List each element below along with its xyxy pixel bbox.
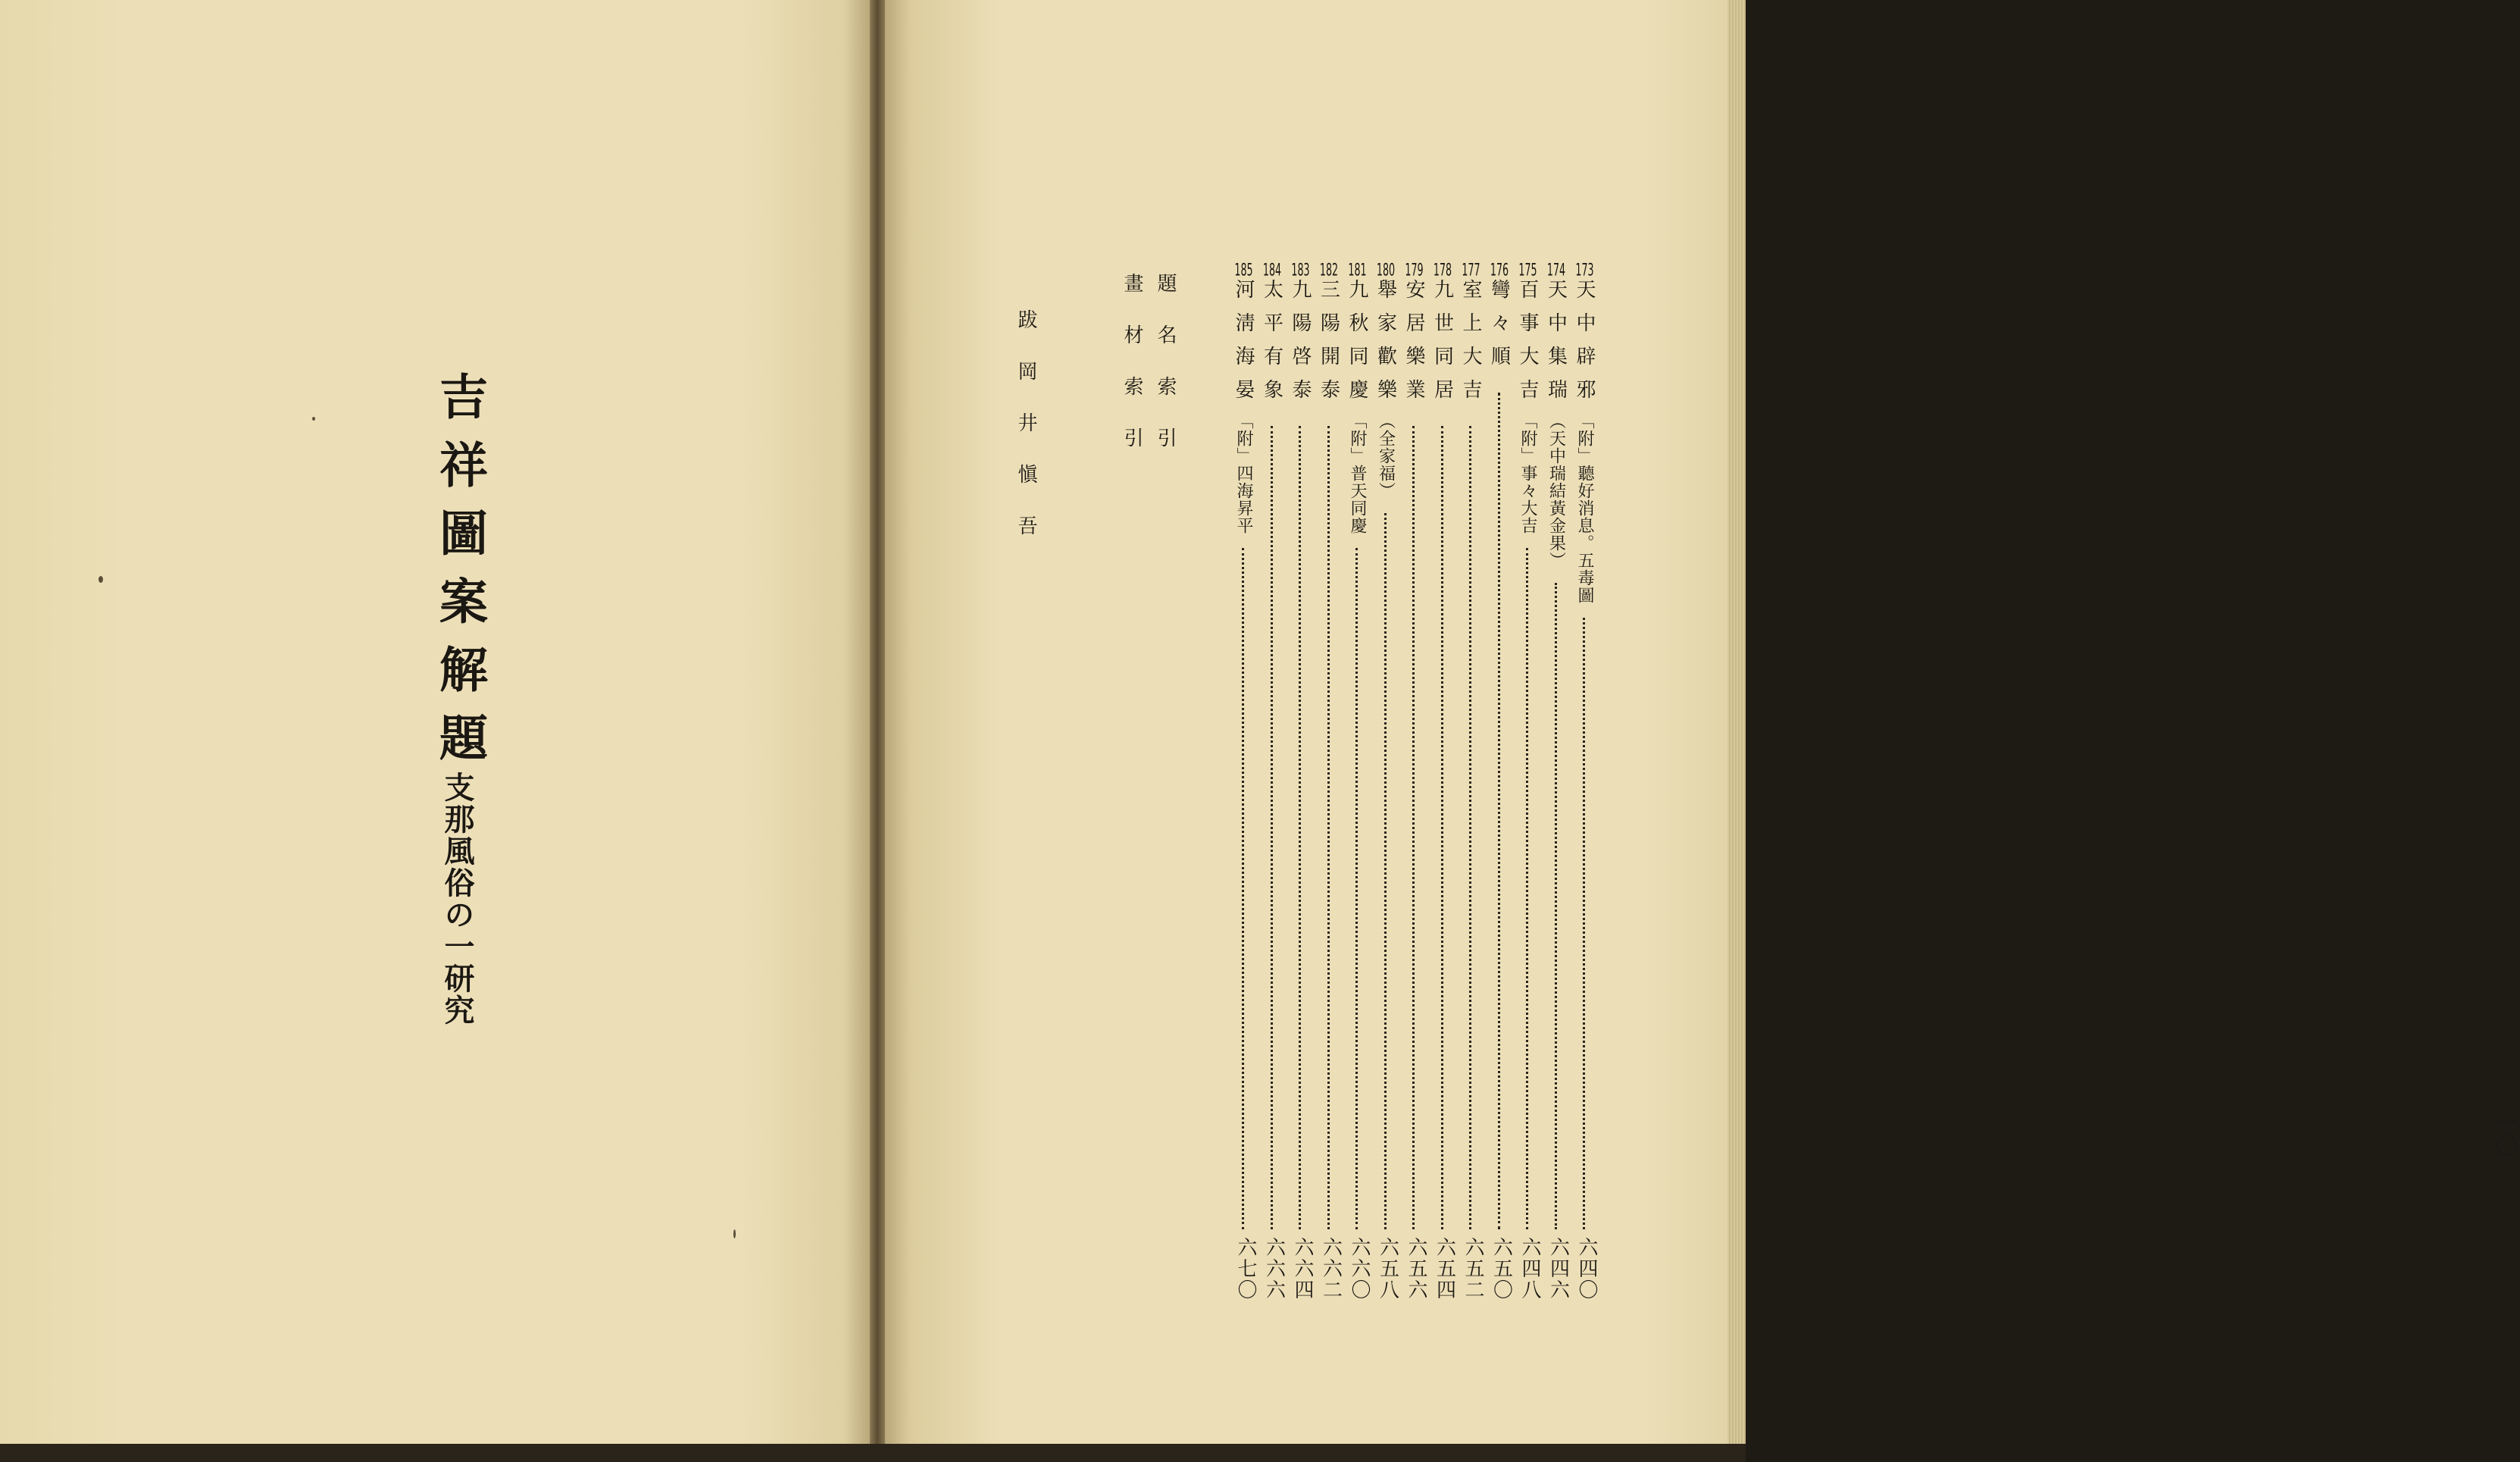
toc-entry-number: 177 bbox=[1462, 262, 1480, 279]
toc-entry-number: 174 bbox=[1546, 262, 1566, 279]
paper-speck bbox=[312, 417, 315, 421]
toc-entry-note: 「附」普天同慶 bbox=[1348, 412, 1367, 534]
toc-entry bbox=[1232, 262, 1255, 534]
index-title-names: 題名索引 bbox=[1154, 273, 1177, 479]
toc-entry-note: 「附」四海昇平 bbox=[1234, 412, 1253, 534]
toc-entry bbox=[1261, 262, 1283, 412]
toc-page-number: 六六二 bbox=[1319, 1237, 1343, 1301]
left-page bbox=[0, 0, 870, 1462]
toc-entry bbox=[1545, 262, 1568, 569]
paper-speck bbox=[733, 1229, 736, 1238]
toc-entry-title: 九秋同慶 bbox=[1346, 279, 1368, 412]
toc-page-number: 六五八 bbox=[1376, 1237, 1399, 1301]
toc-leader-dots bbox=[1441, 426, 1443, 1229]
toc-leader-dots bbox=[1384, 513, 1387, 1229]
toc-entry-number: 182 bbox=[1319, 262, 1339, 279]
toc-leader-dots bbox=[1242, 548, 1244, 1229]
toc-entry-note: 「附」聽好消息。五毒圖 bbox=[1575, 412, 1594, 604]
toc-entry-title: 舉家歡樂 bbox=[1374, 279, 1397, 412]
toc-entry-number: 175 bbox=[1518, 262, 1537, 279]
toc-entry-number: 181 bbox=[1348, 262, 1367, 279]
book-subtitle: 支那風俗の一研究 bbox=[439, 772, 475, 1026]
toc-entry-title: 彎々順 bbox=[1487, 279, 1511, 379]
toc-leader-dots bbox=[1271, 426, 1273, 1229]
toc-page-number: 六四六 bbox=[1546, 1237, 1570, 1301]
toc-entry bbox=[1431, 262, 1454, 412]
toc-page-number: 六五〇 bbox=[1490, 1237, 1513, 1301]
toc-entry bbox=[1346, 262, 1368, 534]
toc-leader-dots bbox=[1355, 548, 1358, 1229]
toc-entry-title: 百事大吉 bbox=[1516, 279, 1539, 412]
toc-entry-title: 室上大吉 bbox=[1459, 279, 1482, 412]
page-folio: 一〇 bbox=[2490, 1111, 2517, 1157]
toc-entry bbox=[1318, 262, 1340, 412]
toc-entry-number: 179 bbox=[1405, 262, 1424, 279]
toc-leader-dots bbox=[1555, 583, 1557, 1229]
toc-page-number: 六五二 bbox=[1462, 1237, 1484, 1301]
toc-entry bbox=[1289, 262, 1312, 412]
toc-page-number: 六四八 bbox=[1518, 1237, 1541, 1301]
toc-leader-dots bbox=[1583, 618, 1585, 1229]
toc-entry-title: 天中辟邪 bbox=[1573, 279, 1596, 412]
toc-leader-dots bbox=[1299, 426, 1301, 1229]
toc-page-number: 六六六 bbox=[1262, 1237, 1286, 1301]
toc-page-number: 六七〇 bbox=[1234, 1237, 1257, 1301]
toc-entry-note: 「附」事々大吉 bbox=[1518, 412, 1537, 534]
bottom-edge bbox=[0, 1444, 1746, 1462]
afterword: 跋岡井愼吾 bbox=[1015, 309, 1037, 567]
toc-entry-number: 173 bbox=[1575, 262, 1594, 279]
toc-entry-note: （天中瑞結黃金果） bbox=[1546, 412, 1566, 569]
toc-leader-dots bbox=[1412, 426, 1415, 1229]
toc-leader-dots bbox=[1469, 426, 1471, 1229]
toc-entry bbox=[1488, 262, 1511, 379]
toc-entry bbox=[1402, 262, 1425, 412]
toc-page-number: 六五六 bbox=[1405, 1237, 1427, 1301]
toc-entry bbox=[1374, 262, 1397, 499]
toc-entry-note: （全家福） bbox=[1376, 412, 1396, 499]
page-edges bbox=[1727, 0, 1746, 1462]
toc-entry-title: 天中集瑞 bbox=[1544, 279, 1568, 412]
toc-entry-number: 183 bbox=[1291, 262, 1310, 279]
toc-leader-dots bbox=[1498, 393, 1500, 1229]
toc-entry-number: 176 bbox=[1490, 262, 1509, 279]
toc-entry-number: 178 bbox=[1433, 262, 1452, 279]
toc-leader-dots bbox=[1526, 548, 1528, 1229]
toc-entry bbox=[1516, 262, 1539, 534]
toc-entry-title: 太平有象 bbox=[1260, 279, 1283, 412]
toc-entry-title: 三陽開泰 bbox=[1317, 279, 1340, 412]
toc-page-number: 六六四 bbox=[1291, 1237, 1314, 1301]
toc-entry-title: 安居樂業 bbox=[1402, 279, 1425, 412]
book-title: 吉祥圖案解題 bbox=[431, 371, 488, 781]
toc-entry-number: 180 bbox=[1376, 262, 1396, 279]
toc-entry-number: 184 bbox=[1262, 262, 1282, 279]
toc-entry-title: 九陽啓泰 bbox=[1289, 279, 1312, 412]
toc-entry-title: 河淸海晏 bbox=[1232, 279, 1255, 412]
toc-entry bbox=[1573, 262, 1596, 604]
toc-page-number: 六五四 bbox=[1433, 1237, 1456, 1301]
book-gutter bbox=[870, 0, 885, 1462]
toc-entry-number: 185 bbox=[1234, 262, 1253, 279]
toc-entry bbox=[1459, 262, 1482, 412]
paper-speck bbox=[98, 576, 103, 583]
toc-entry-title: 九世同居 bbox=[1430, 279, 1454, 412]
toc-page-number: 六六〇 bbox=[1348, 1237, 1371, 1301]
toc-leader-dots bbox=[1327, 426, 1330, 1229]
toc-page-number: 六四〇 bbox=[1575, 1237, 1598, 1301]
index-picture-materials: 畫材索引 bbox=[1121, 273, 1143, 479]
